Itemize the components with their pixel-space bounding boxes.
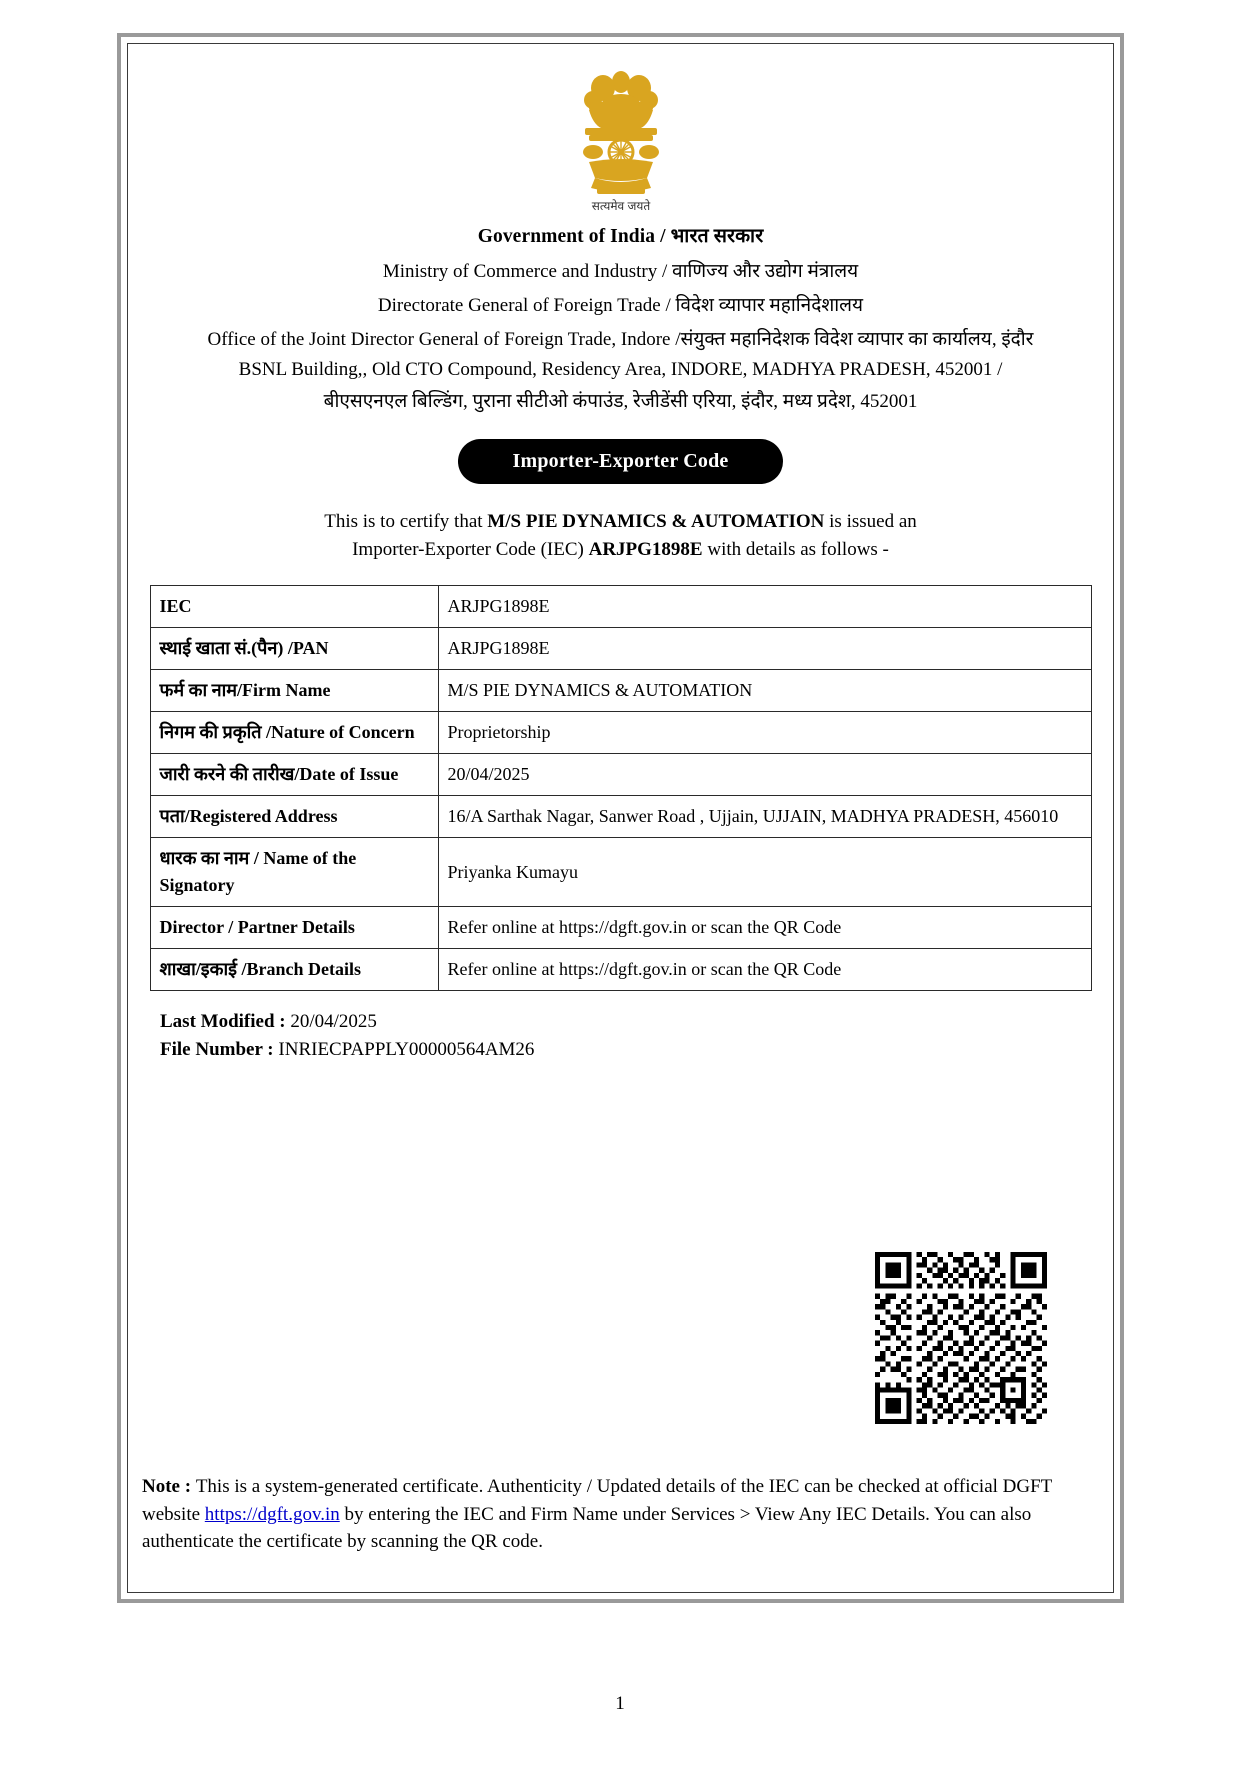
certify-line2-prefix: Importer-Exporter Code (IEC) bbox=[352, 538, 589, 560]
certify-firm-name: M/S PIE DYNAMICS & AUTOMATION bbox=[487, 511, 825, 532]
note-label: Note : bbox=[142, 1476, 196, 1498]
note-text-part1: This is a system-generated certificate. Authenticity / Updated details of the IEC can be checked at official DGFT website bbox=[142, 1476, 1052, 1525]
last-modified-label: Last Modified : bbox=[160, 1011, 291, 1033]
table-row bbox=[150, 949, 1091, 991]
iec-details-table bbox=[150, 585, 1092, 991]
row-label-signatory: धारक का नाम / Name of the Signatory bbox=[150, 838, 438, 907]
certify-line1-prefix: This is to certify that bbox=[324, 511, 488, 532]
row-value-signatory: Priyanka Kumayu bbox=[438, 838, 1091, 907]
last-modified-value: 20/04/2025 bbox=[290, 1011, 377, 1033]
emblem-motto-text: सत्यमेव जयते bbox=[591, 199, 650, 213]
ashoka-emblem-icon bbox=[559, 66, 683, 214]
table-row bbox=[150, 586, 1091, 628]
row-value-pan: ARJPG1898E bbox=[438, 628, 1091, 670]
ministry-line: Ministry of Commerce and Industry / वाणिज्य और उद्योग मंत्रालय bbox=[382, 261, 859, 282]
certificate-content bbox=[128, 44, 1113, 1063]
row-label-director-partner: Director / Partner Details bbox=[150, 907, 438, 949]
dgft-website-link[interactable]: https://dgft.gov.in bbox=[204, 1503, 340, 1525]
row-value-registered-address: 16/A Sarthak Nagar, Sanwer Road , Ujjain, UJJAIN, MADHYA PRADESH, 456010 bbox=[438, 796, 1091, 838]
table-row bbox=[150, 628, 1091, 670]
row-value-date-of-issue: 20/04/2025 bbox=[438, 754, 1091, 796]
row-label-date-of-issue: जारी करने की तारीख/Date of Issue bbox=[150, 754, 438, 796]
certificate-note bbox=[142, 1473, 1099, 1556]
table-row bbox=[150, 712, 1091, 754]
row-value-iec: ARJPG1898E bbox=[438, 586, 1091, 628]
office-line: Office of the Joint Director General of Foreign Trade, Indore /संयुक्त महानिदेशक विदेश व्यापार का कार्यालय, इंदौर bbox=[207, 329, 1034, 350]
last-modified-row bbox=[160, 1008, 1095, 1036]
government-of-india-line: Government of India / भारत सरकार bbox=[477, 226, 764, 247]
row-label-branch-details: शाखा/इकाई /Branch Details bbox=[150, 949, 438, 991]
office-address-english: BSNL Building,, Old CTO Compound, Residency Area, INDORE, MADHYA PRADESH, 452001 / bbox=[238, 359, 1003, 380]
row-label-pan: स्थाई खाता सं.(पैन) /PAN bbox=[150, 628, 438, 670]
certificate-title-badge: Importer-Exporter Code bbox=[458, 439, 782, 484]
qr-code-icon bbox=[875, 1252, 1047, 1424]
row-label-iec: IEC bbox=[150, 586, 438, 628]
file-number-value: INRIECPAPPLY00000564AM26 bbox=[278, 1038, 535, 1060]
file-number-row bbox=[160, 1036, 1095, 1064]
table-row bbox=[150, 838, 1091, 907]
certificate-outer-border bbox=[117, 33, 1124, 1603]
page-number: 1 bbox=[615, 1693, 625, 1714]
table-row bbox=[150, 796, 1091, 838]
directorate-line: Directorate General of Foreign Trade / विदेश व्यापार महानिदेशालय bbox=[377, 295, 864, 316]
certify-line2-suffix: with details as follows - bbox=[702, 538, 889, 560]
table-row bbox=[150, 907, 1091, 949]
row-value-firm-name: M/S PIE DYNAMICS & AUTOMATION bbox=[438, 670, 1091, 712]
document-metadata bbox=[160, 1008, 1095, 1063]
row-value-nature-of-concern: Proprietorship bbox=[438, 712, 1091, 754]
file-number-label: File Number : bbox=[160, 1038, 279, 1060]
table-row bbox=[150, 754, 1091, 796]
national-emblem-container bbox=[146, 66, 1095, 219]
row-label-firm-name: फर्म का नाम/Firm Name bbox=[150, 670, 438, 712]
table-row bbox=[150, 670, 1091, 712]
row-value-director-partner: Refer online at https://dgft.gov.in or scan the QR Code bbox=[438, 907, 1091, 949]
certify-iec-code: ARJPG1898E bbox=[588, 538, 703, 560]
note-text-part2: by entering the IEC and Firm Name under Services > View Any IEC Details. You can also authenticate the certificate by scanning the QR code. bbox=[142, 1503, 1032, 1553]
certificate-inner-border bbox=[127, 43, 1114, 1593]
certification-statement bbox=[146, 508, 1095, 563]
row-label-nature-of-concern: निगम की प्रकृति /Nature of Concern bbox=[150, 712, 438, 754]
certify-line1-suffix: is issued an bbox=[824, 511, 917, 532]
row-value-branch-details: Refer online at https://dgft.gov.in or scan the QR Code bbox=[438, 949, 1091, 991]
certificate-title-container bbox=[146, 439, 1095, 484]
row-label-registered-address: पता/Registered Address bbox=[150, 796, 438, 838]
office-address-hindi: बीएसएनएल बिल्डिंग, पुराना सीटीओ कंपाउंड, रेजीडेंसी एरिया, इंदौर, मध्य प्रदेश, 452001 bbox=[323, 391, 918, 412]
